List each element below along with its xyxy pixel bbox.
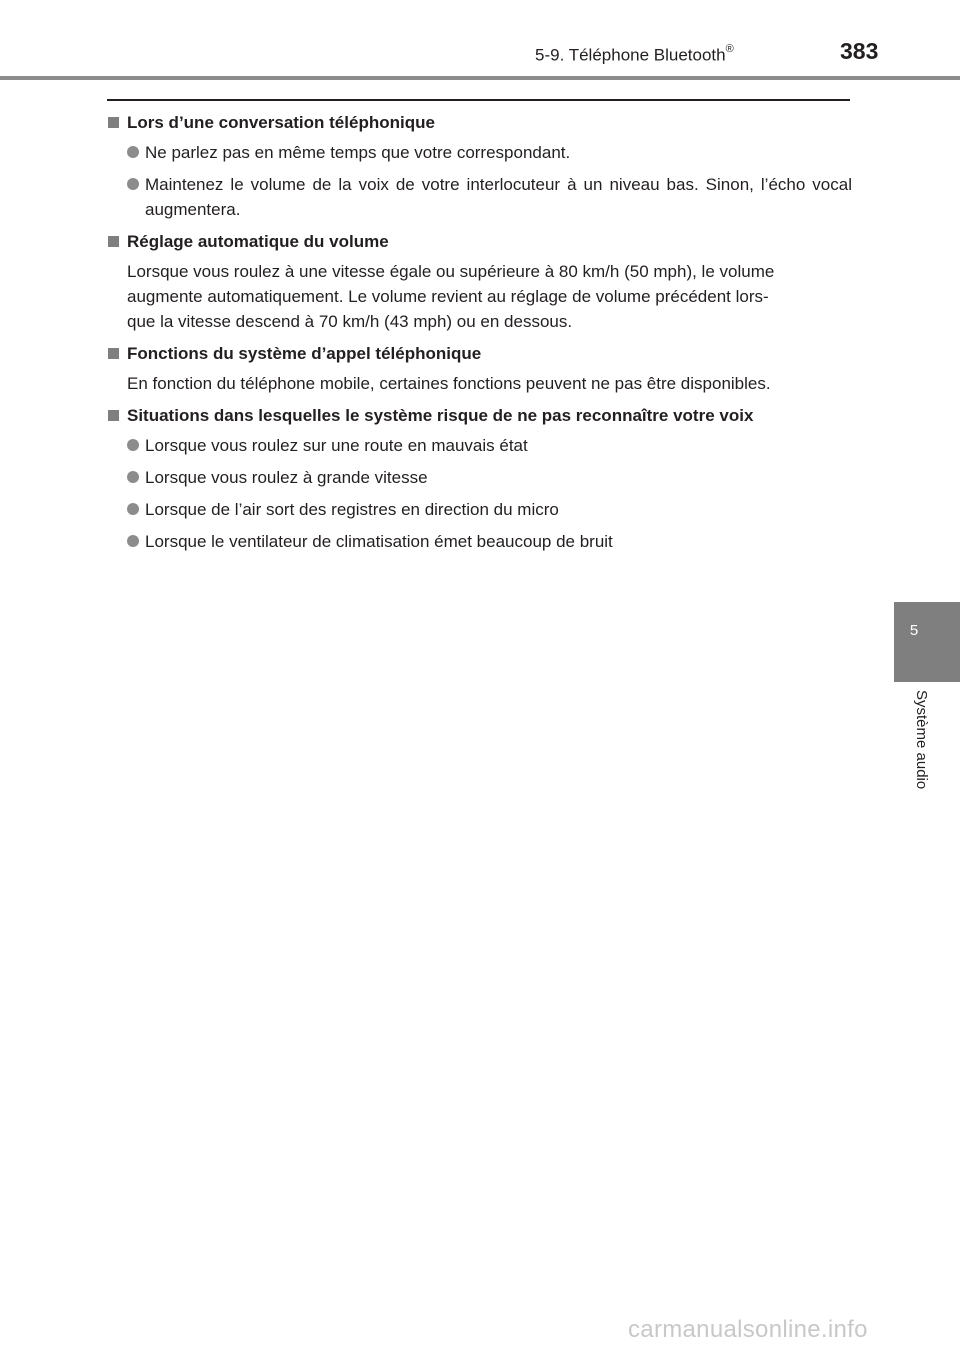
chapter-tab	[894, 602, 960, 682]
section-heading: Situations dans lesquelles le système risque de ne pas reconnaître votre voix	[107, 403, 852, 428]
paragraph: Lorsque vous roulez à une vitesse égale ou supérieure à 80 km/h (50 mph), le volume augmente automatiquement. Le volume revient au réglage de volume précédent lors- que la vitesse descend à 70 km/h (43 mph) ou en dessous.	[127, 262, 775, 331]
registered-mark: ®	[725, 43, 734, 55]
section-heading: Fonctions du système d’appel téléphonique	[107, 341, 852, 366]
section-heading: Lors d’une conversation téléphonique	[107, 110, 852, 135]
list-item: Maintenez le volume de la voix de votre interlocuteur à un niveau bas. Sinon, l’écho vocal augmentera.	[107, 172, 852, 222]
paragraph: En fonction du téléphone mobile, certaines fonctions peuvent ne pas être disponibles.	[127, 374, 771, 393]
list-item: Ne parlez pas en même temps que votre correspondant.	[107, 140, 852, 165]
square-bullet-icon	[108, 348, 119, 359]
list-item: Lorsque de l’air sort des registres en direction du micro	[107, 497, 852, 522]
square-bullet-icon	[108, 236, 119, 247]
square-bullet-icon	[108, 410, 119, 421]
header-rule	[0, 76, 960, 80]
page-content	[107, 110, 852, 561]
page-number: 383	[840, 38, 879, 64]
circle-bullet-icon	[127, 535, 139, 547]
list-item: Lorsque vous roulez à grande vitesse	[107, 465, 852, 490]
circle-bullet-icon	[127, 146, 139, 158]
chapter-label: Système audio	[913, 690, 930, 790]
circle-bullet-icon	[127, 503, 139, 515]
list-item: Lorsque vous roulez sur une route en mauvais état	[107, 433, 852, 458]
circle-bullet-icon	[127, 178, 139, 190]
circle-bullet-icon	[127, 471, 139, 483]
section-title: 5-9. Téléphone Bluetooth	[535, 45, 726, 65]
section-heading: Réglage automatique du volume	[107, 229, 852, 254]
content-top-rule	[107, 99, 850, 101]
chapter-number: 5	[909, 622, 919, 639]
watermark: carmanualsonline.info	[628, 1316, 868, 1343]
circle-bullet-icon	[127, 439, 139, 451]
running-header	[535, 45, 734, 66]
square-bullet-icon	[108, 117, 119, 128]
list-item: Lorsque le ventilateur de climatisation émet beaucoup de bruit	[107, 529, 852, 554]
